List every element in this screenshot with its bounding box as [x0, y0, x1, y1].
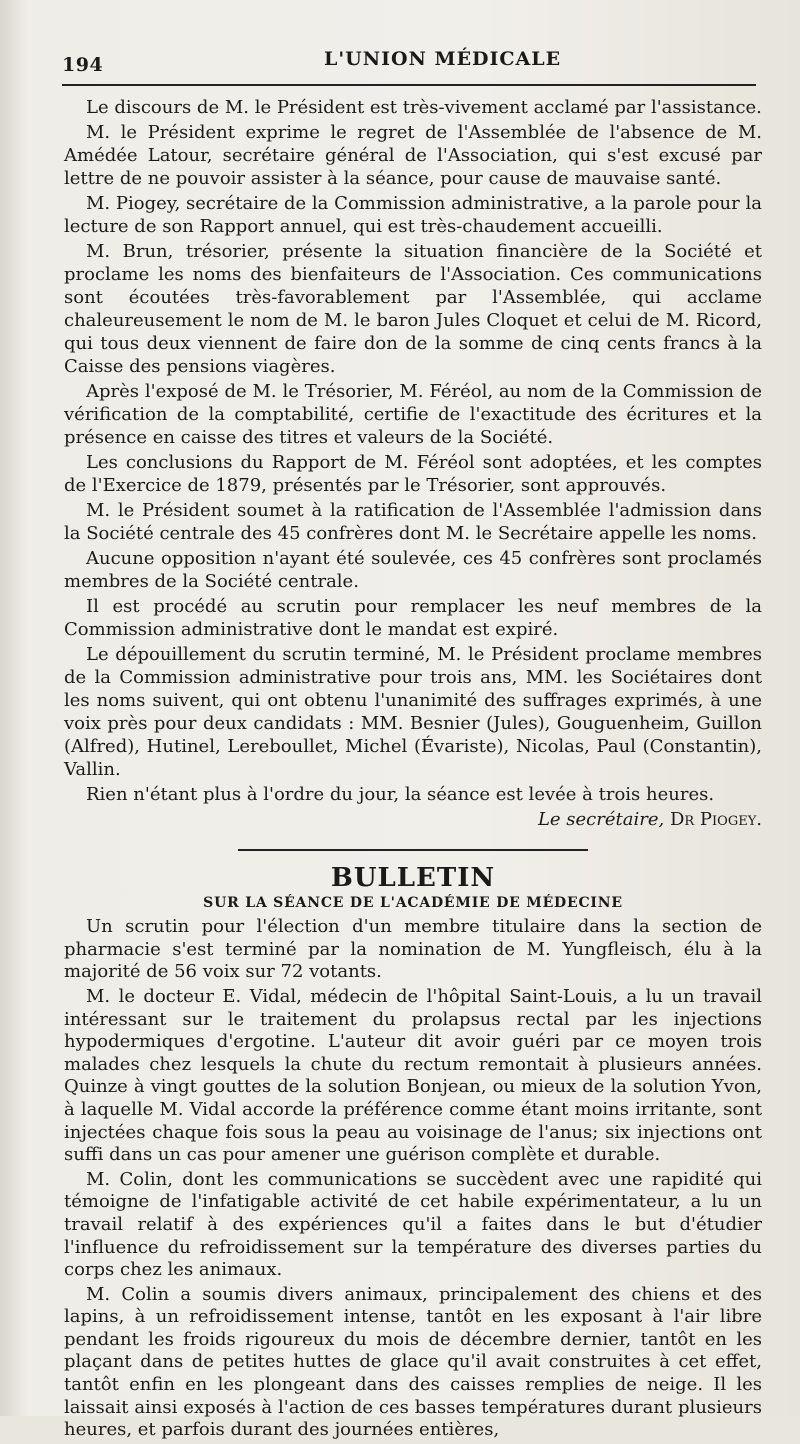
paragraph: M. Piogey, secrétaire de la Commission administrative, a la parole pour la lecture de son Rapport annuel, qui est très-chaudement accueilli.	[64, 193, 762, 237]
bulletin-paragraph: M. Colin, dont les communications se succèdent avec une rapidité qui témoigne de l'infatigable activité de cet habile expérimentateur, a lu un travail relatif à des expériences qu'il a faites dans le but d'étudier l'influence du refroidissement sur la température des diverses parties du corps chez les animaux.	[64, 1168, 762, 1281]
bulletin-paragraph: Un scrutin pour l'élection d'un membre titulaire dans la section de pharmacie s'est terminé par la nomination de M. Yungfleisch, élu à la majorité de 56 voix sur 72 votants.	[64, 916, 762, 983]
paragraph: Le dépouillement du scrutin terminé, M. le Président proclame membres de la Commission administrative pour trois ans, MM. les Sociétaires dont les noms suivent, qui ont obtenu l'unanimité des suffrages exprimés, à une voix près pour deux candidats : MM. Besnier (Jules), Gouguenheim, Guillon (Alfred), Hutinel, Lereboullet, Michel (Évariste), Nicolas, Paul (Constantin), Vallin.	[64, 644, 762, 780]
header-divider	[62, 84, 756, 86]
bulletin-section	[64, 863, 762, 1442]
signature-name: Dr Piogey.	[669, 809, 762, 830]
paragraph: Les conclusions du Rapport de M. Féréol sont adoptées, et les comptes de l'Exercice de 1879, présentés par le Trésorier, sont approuvés.	[64, 452, 762, 496]
paragraph: Il est procédé au scrutin pour remplacer les neuf membres de la Commission administrative dont le mandat est expiré.	[64, 596, 762, 640]
section-divider	[238, 849, 588, 851]
bulletin-title: BULLETIN	[330, 863, 496, 893]
article-body	[64, 96, 762, 1444]
paragraph: M. Brun, trésorier, présente la situation financière de la Société et proclame les noms des bienfaiteurs de l'Association. Ces communications sont écoutées très-favorablement par l'Assemblée, qui acclame chaleureusement le nom de M. le baron Jules Cloquet et celui de M. Ricord, qui tous deux viennent de faire don de la somme de cinq cents francs à la Caisse des pensions viagères.	[64, 241, 762, 377]
bulletin-paragraph: M. Colin a soumis divers animaux, principalement des chiens et des lapins, à un refroidissement intense, tantôt en les exposant à l'air libre pendant les froids rigoureux du mois de décembre dernier, tantôt en les plaçant dans de petites huttes de glace qu'il avait construites à cet effet, tantôt enfin en les plongeant dans des caisses remplies de neige. Il les laissait ainsi exposés à l'action de ces basses températures durant plusieurs heures, et parfois durant des journées entières,	[64, 1283, 762, 1441]
bulletin-subtitle: SUR LA SÉANCE DE L'ACADÉMIE DE MÉDECINE	[203, 894, 623, 911]
paragraph: Rien n'étant plus à l'ordre du jour, la séance est levée à trois heures.	[86, 784, 715, 805]
paragraph: Après l'exposé de M. le Trésorier, M. Féréol, au nom de la Commission de vérification de la comptabilité, certifie de l'exactitude des écritures et la présence en caisse des titres et valeurs de la Société.	[64, 381, 762, 448]
page-number: 194	[62, 54, 104, 76]
paragraph: Aucune opposition n'ayant été soulevée, ces 45 confrères sont proclamés membres de la Société centrale.	[64, 548, 762, 592]
paragraph: M. le Président exprime le regret de l'Assemblée de l'absence de M. Amédée Latour, secrétaire général de l'Association, qui s'est excusé par lettre de ne pouvoir assister à la séance, pour cause de mauvaise santé.	[64, 122, 762, 189]
signature	[64, 808, 762, 831]
signature-role: Le secrétaire,	[537, 809, 665, 830]
paragraph: Le discours de M. le Président est très-vivement acclamé par l'assistance.	[86, 97, 762, 118]
journal-title: L'UNION MÉDICALE	[324, 48, 562, 70]
bulletin-paragraph: M. le docteur E. Vidal, médecin de l'hôpital Saint-Louis, a lu un travail intéressant sur le traitement du prolapsus rectal par les injections hypodermiques d'ergotine. L'auteur dit avoir guéri par ce moyen trois malades chez lesquels la chute du rectum remontait à plusieurs années. Quinze à vingt gouttes de la solution Bonjean, ou mieux de la solution Yvon, à laquelle M. Vidal accorde la préférence comme étant moins irritante, sont injectées chaque fois sous la peau au voisinage de l'anus; six injections ont suffi dans un cas pour amener une guérison complète et durable.	[64, 985, 762, 1166]
paragraph: M. le Président soumet à la ratification de l'Assemblée l'admission dans la Société centrale des 45 confrères dont M. le Secrétaire appelle les noms.	[64, 500, 762, 544]
page-header	[62, 44, 756, 80]
